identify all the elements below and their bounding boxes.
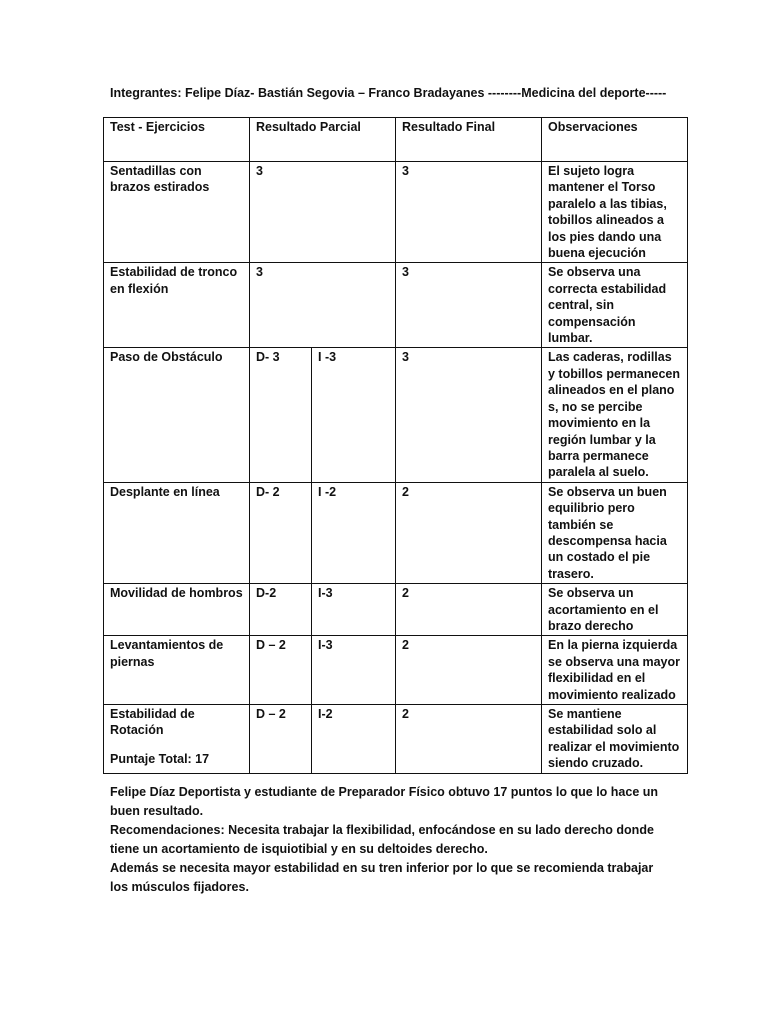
final-cell: 3 bbox=[396, 263, 542, 348]
final-cell: 2 bbox=[396, 636, 542, 705]
header-line: Integrantes: Felipe Díaz- Bastián Segovia – Franco Bradayanes --------Medicina del deporte----- bbox=[110, 86, 667, 100]
final-cell: 3 bbox=[396, 162, 542, 263]
test-cell: Levantamientos de piernas bbox=[104, 636, 250, 705]
column-header-observaciones: Observaciones bbox=[542, 118, 688, 162]
table-row bbox=[104, 263, 688, 348]
final-cell: 3 bbox=[396, 348, 542, 482]
column-header-final: Resultado Final bbox=[396, 118, 542, 162]
parcial-izquierdo-cell: I-3 bbox=[312, 636, 396, 705]
total-score: Puntaje Total: 17 bbox=[110, 752, 210, 766]
table-row bbox=[104, 584, 688, 636]
results-table bbox=[103, 117, 688, 774]
parcial-cell: 3 bbox=[250, 162, 396, 263]
observation-cell: En la pierna izquierda se observa una mayor flexibilidad en el movimiento realizado bbox=[542, 636, 688, 705]
result-paragraph: Felipe Díaz Deportista y estudiante de Preparador Físico obtuvo 17 puntos lo que lo hace un buen resultado. bbox=[110, 785, 659, 818]
test-cell: Sentadillas con brazos estirados bbox=[104, 162, 250, 263]
additional-paragraph: Además se necesita mayor estabilidad en su tren inferior por lo que se recomienda trabajar los músculos fijadores. bbox=[110, 861, 654, 894]
parcial-derecho-cell: D – 2 bbox=[250, 705, 312, 774]
test-cell: Estabilidad de tronco en flexión bbox=[104, 263, 250, 348]
parcial-derecho-cell: D-2 bbox=[250, 584, 312, 636]
observation-cell: Las caderas, rodillas y tobillos permanecen alineados en el plano s, no se percibe movimiento en la región lumbar y la barra permanece paralela al suelo. bbox=[542, 348, 688, 482]
parcial-izquierdo-cell: I-3 bbox=[312, 584, 396, 636]
column-header-parcial: Resultado Parcial bbox=[250, 118, 396, 162]
column-header-test: Test - Ejercicios bbox=[104, 118, 250, 162]
table-row bbox=[104, 482, 688, 583]
parcial-derecho-cell: D – 2 bbox=[250, 636, 312, 705]
parcial-izquierdo-cell: I-2 bbox=[312, 705, 396, 774]
test-cell: Movilidad de hombros bbox=[104, 584, 250, 636]
test-cell: Estabilidad de Rotación bbox=[104, 705, 250, 774]
test-cell: Paso de Obstáculo bbox=[104, 348, 250, 482]
test-cell: Desplante en línea bbox=[104, 482, 250, 583]
table-header-row bbox=[104, 118, 688, 162]
table-row bbox=[104, 636, 688, 705]
parcial-izquierdo-cell: I -3 bbox=[312, 348, 396, 482]
observation-cell: Se observa un buen equilibrio pero también se descompensa hacia un costado el pie trasero. bbox=[542, 482, 688, 583]
parcial-derecho-cell: D- 3 bbox=[250, 348, 312, 482]
observation-cell: Se mantiene estabilidad solo al realizar el movimiento siendo cruzado. bbox=[542, 705, 688, 774]
table-row bbox=[104, 348, 688, 482]
recommendations-paragraph: Recomendaciones: Necesita trabajar la flexibilidad, enfocándose en su lado derecho donde tiene un acortamiento de isquiotibial y en su deltoides derecho. bbox=[110, 823, 654, 856]
final-cell: 2 bbox=[396, 584, 542, 636]
parcial-derecho-cell: D- 2 bbox=[250, 482, 312, 583]
final-cell: 2 bbox=[396, 482, 542, 583]
parcial-izquierdo-cell: I -2 bbox=[312, 482, 396, 583]
observation-cell: Se observa un acortamiento en el brazo derecho bbox=[542, 584, 688, 636]
final-cell: 2 bbox=[396, 705, 542, 774]
table-row bbox=[104, 162, 688, 263]
conclusion-text bbox=[110, 783, 670, 897]
parcial-cell: 3 bbox=[250, 263, 396, 348]
observation-cell: Se observa una correcta estabilidad central, sin compensación lumbar. bbox=[542, 263, 688, 348]
observation-cell: El sujeto logra mantener el Torso paralelo a las tibias, tobillos alineados a los pies dando una buena ejecución bbox=[542, 162, 688, 263]
